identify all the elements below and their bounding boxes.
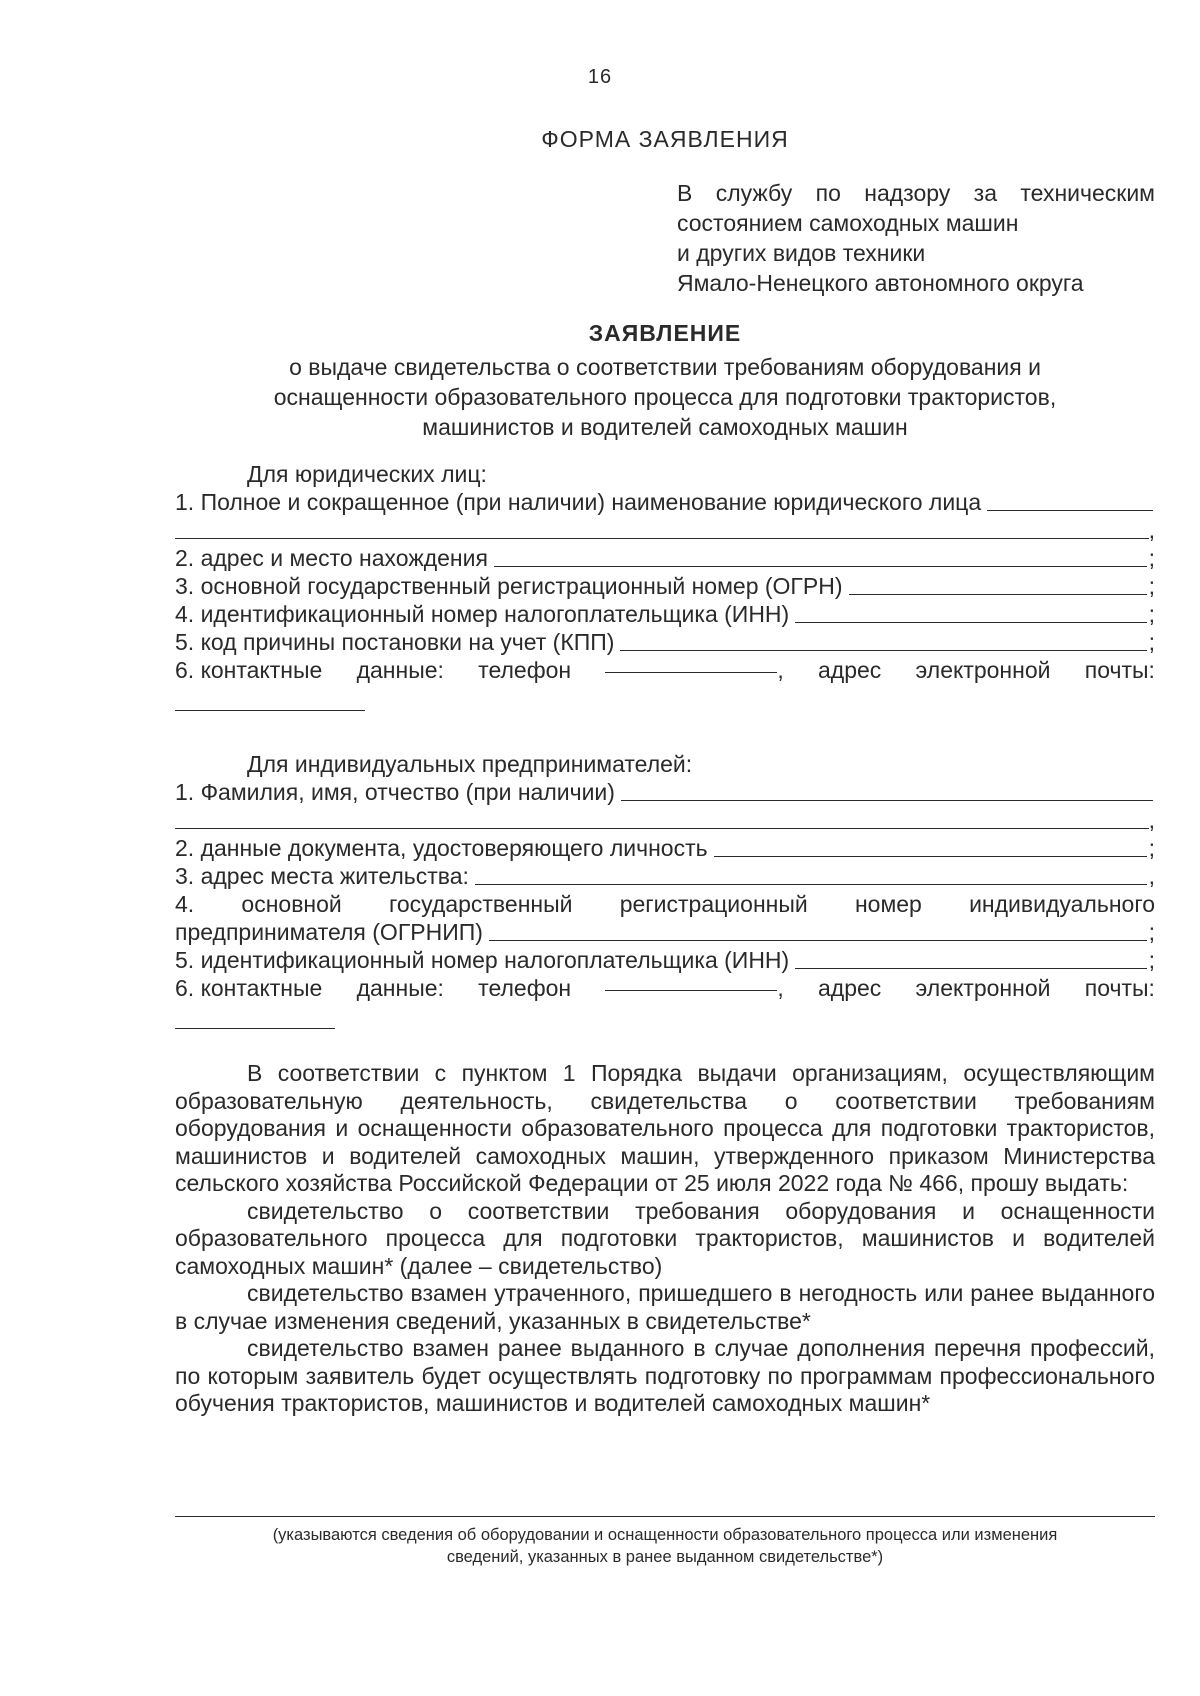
blank-line[interactable] xyxy=(795,621,1146,623)
field-label: 5. идентификационный номер налогоплательщика (ИНН) xyxy=(175,947,790,973)
full-name-continuation[interactable]: , xyxy=(175,806,1155,834)
addressee-line: Ямало-Ненецкого автономного округа xyxy=(677,270,1084,296)
request-option-2: свидетельство взамен утраченного, пришедшего в негодность или ранее выданного в случае изменения сведений, указанных в свидетельстве* xyxy=(175,1280,1155,1334)
field-label: 4. основной государственный регистрационный номер индивидуального xyxy=(175,891,1155,917)
section-heading: Для индивидуальных предпринимателей: xyxy=(247,751,693,777)
field-label: 2. данные документа, удостоверяющего личность xyxy=(175,835,708,861)
footnote-line: сведений, указанных в ранее выданном свидетельстве*) xyxy=(446,1548,884,1566)
field-label: 4. идентификационный номер налогоплательщика (ИНН) xyxy=(175,601,790,627)
blank-line[interactable] xyxy=(714,855,1147,857)
legal-address-field[interactable]: 2. адрес и место нахождения ; xyxy=(175,545,1155,571)
addressee-line: В службу по надзору за техническим xyxy=(677,180,1155,206)
subtitle-line: о выдаче свидетельства о соответствии требованиям оборудования и xyxy=(289,354,1041,380)
full-name-field[interactable] xyxy=(175,778,1155,806)
subtitle-line: оснащенности образовательного процесса для подготовки трактористов, xyxy=(273,384,1057,410)
request-body xyxy=(175,1060,1155,1418)
field-label: 5. код причины постановки на учет (КПП) xyxy=(175,629,615,655)
blank-line[interactable] xyxy=(987,509,1153,511)
addressee-block xyxy=(677,178,1155,298)
contact-data-field: 6. контактные данные: телефон , адрес электронной почты: xyxy=(175,975,1155,1001)
email-blank[interactable] xyxy=(175,1002,335,1029)
blank-line[interactable] xyxy=(175,827,1149,829)
document-subtitle xyxy=(175,352,1155,442)
ogrn-field[interactable]: 3. основной государственный регистрационный номер (ОГРН) ; xyxy=(175,573,1155,599)
legal-name-field[interactable] xyxy=(175,488,1155,516)
blank-line[interactable] xyxy=(489,939,1147,941)
addressee-line: состоянием самоходных машин xyxy=(677,210,1019,236)
blank-line[interactable] xyxy=(620,649,1146,651)
request-option-1: свидетельство о соответствии требования оборудования и оснащенности образовательного процесса для подготовки трактористов, машинистов и водителей самоходных машин* (далее – свидетельство) xyxy=(175,1197,1155,1279)
blank-line[interactable] xyxy=(175,537,1149,539)
contact-data-field: 6. контактные данные: телефон , адрес электронной почты: xyxy=(175,657,1155,683)
details-blank-line[interactable] xyxy=(175,1516,1155,1517)
field-label: 1. Полное и сокращенное (при наличии) наименование юридического лица xyxy=(175,489,982,515)
intro-paragraph: В соответствии с пунктом 1 Порядка выдачи организациям, осуществляющим образовательную деятельность, свидетельства о соответствии требованиям оборудования и оснащенности образовательного процесса для подготовки трактористов, машинистов и водителей самоходных машин, утвержденного приказом Министерства сельского хозяйства Российской Федерации от 25 июля 2022 года № 466, прошу выдать: xyxy=(175,1060,1155,1196)
field-label: 1. Фамилия, имя, отчество (при наличии) xyxy=(175,779,615,805)
inn-field[interactable]: 4. идентификационный номер налогоплательщика (ИНН) ; xyxy=(175,601,1155,627)
blank-line[interactable] xyxy=(494,565,1147,567)
document-title: ЗАЯВЛЕНИЕ xyxy=(588,320,742,346)
phone-blank[interactable] xyxy=(605,989,777,991)
kpp-field[interactable]: 5. код причины постановки на учет (КПП) ; xyxy=(175,629,1155,655)
field-label: 3. адрес места жительства: xyxy=(175,863,469,889)
id-document-field[interactable]: 2. данные документа, удостоверяющего личность ; xyxy=(175,835,1155,861)
ogrnip-label-line xyxy=(175,890,1155,918)
section-heading: Для юридических лиц: xyxy=(247,461,487,487)
blank-line[interactable] xyxy=(621,799,1153,801)
entrepreneurs-section xyxy=(175,748,1155,1029)
legal-entities-section xyxy=(175,458,1155,711)
inn-field[interactable]: 5. идентификационный номер налогоплательщика (ИНН) ; xyxy=(175,947,1155,973)
addressee-line: и других видов техники xyxy=(677,240,926,266)
ogrnip-field[interactable]: предпринимателя (ОГРНИП) ; xyxy=(175,919,1155,945)
footnote-line: (указываются сведения об оборудовании и оснащенности образовательного процесса или изменения xyxy=(272,1526,1058,1544)
email-blank[interactable] xyxy=(175,684,365,711)
legal-name-continuation[interactable]: , xyxy=(175,516,1155,544)
phone-blank[interactable] xyxy=(605,671,777,673)
subtitle-line: машинистов и водителей самоходных машин xyxy=(422,414,908,440)
residence-address-field[interactable]: 3. адрес места жительства: , xyxy=(175,863,1155,889)
field-label: 2. адрес и место нахождения xyxy=(175,545,488,571)
form-title: ФОРМА ЗАЯВЛЕНИЯ xyxy=(541,126,789,152)
blank-line[interactable] xyxy=(849,593,1147,595)
field-label: предпринимателя (ОГРНИП) xyxy=(175,919,483,945)
blank-line[interactable] xyxy=(795,967,1146,969)
field-label: 3. основной государственный регистрационный номер (ОГРН) xyxy=(175,573,843,599)
blank-line[interactable] xyxy=(475,883,1147,885)
page-number: 16 xyxy=(587,66,613,88)
request-option-3: свидетельство взамен ранее выданного в случае дополнения перечня профессий, по которым заявитель будет осуществлять подготовку по программам профессионального обучения трактористов, машинистов и водителей самоходных машин* xyxy=(175,1335,1155,1416)
footnote xyxy=(175,1524,1155,1568)
